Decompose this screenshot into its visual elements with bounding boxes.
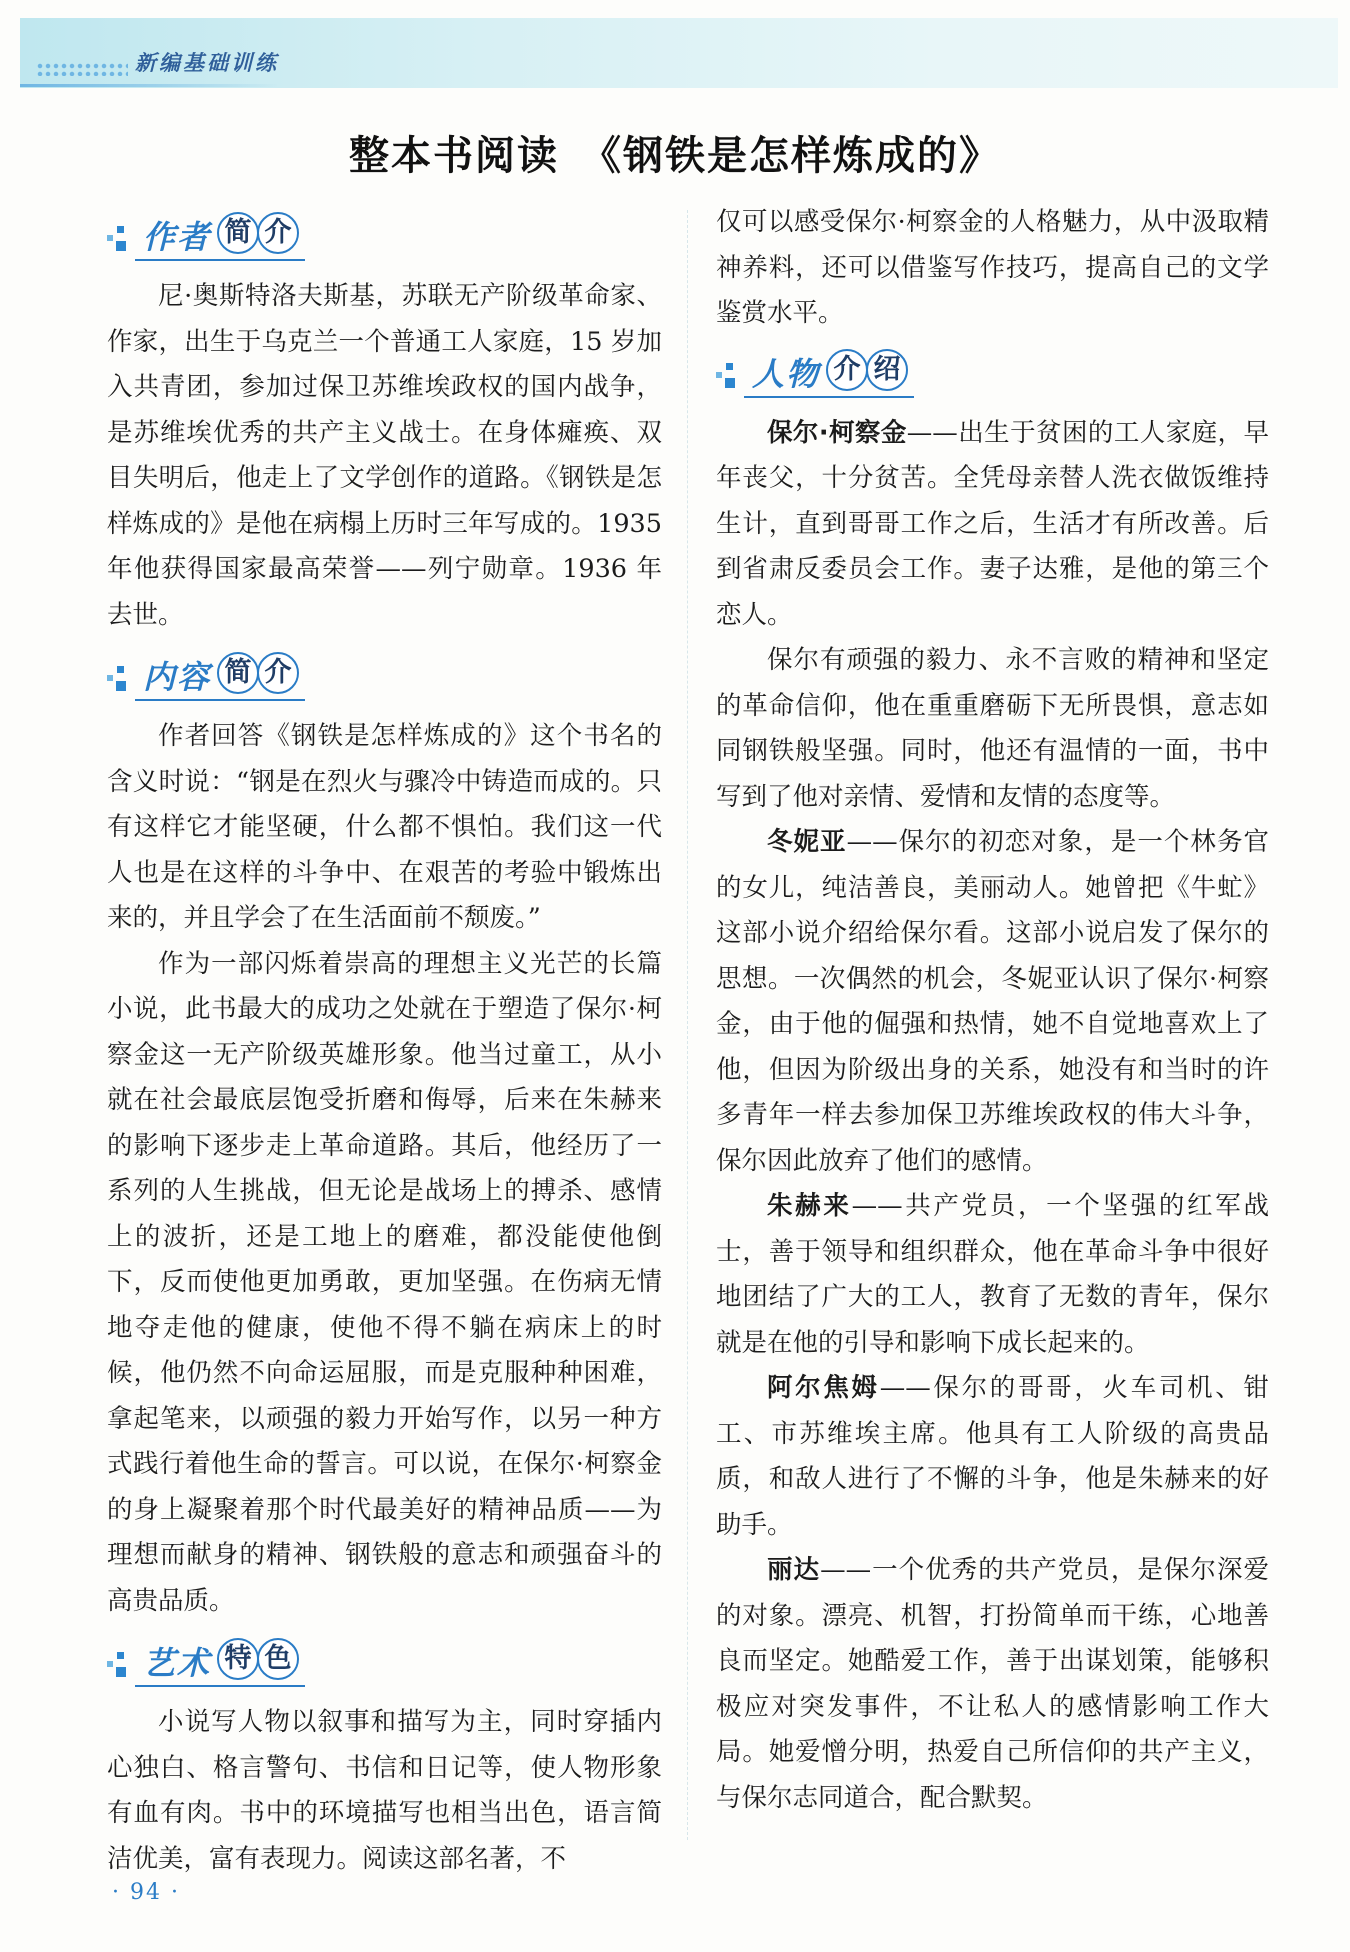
character-entry-zhukhrai [716, 1184, 1269, 1366]
section-heading-art [107, 1632, 662, 1694]
heading-circle-char: 介 [826, 349, 868, 391]
character-entry-artyom [716, 1366, 1269, 1548]
right-column [716, 200, 1269, 1821]
art-paragraph: 小说写人物以叙事和描写为主，同时穿插内心独白、格言警句、书信和日记等，使人物形象有血有肉。书中的环境描写也相当出色，语言简洁优美，富有表现力。阅读这部名著，不 [107, 1707, 662, 1874]
character-description: ——出生于贫困的工人家庭，早年丧父，十分贫苦。全凭母亲替人洗衣做饭维持生计，直到哥哥工作之后，生活才有所改善。后到省肃反委员会工作。妻子达雅，是他的第三个恋人。 [716, 417, 1269, 630]
series-label: 新编基础训练 [135, 51, 279, 75]
heading-marker-icon [107, 666, 129, 690]
page-number: · 94 · [112, 1880, 180, 1905]
section-heading-author [107, 206, 662, 268]
heading-marker-icon [107, 1652, 129, 1676]
heading-circle-char: 特 [217, 1638, 259, 1680]
content-paragraph: 作为一部闪烁着崇高的理想主义光芒的长篇小说，此书最大的成功之处就在于塑造了保尔·柯察金这一无产阶级英雄形象。他当过童工，从小就在社会最底层饱受折磨和侮辱，后来在朱赫来的影响下逐步走上革命道路。其后，他经历了一系列的人生挑战，但无论是战场上的搏杀、感情上的波折，还是工地上的磨难，都没能使他倒下，反而使他更加勇敢，更加坚强。在伤病无情地夺走他的健康，使他不得不躺在病床上的时候，他仍然不向命运屈服，而是克服种种困难，拿起笔来，以顽强的毅力开始写作，以另一种方式践行着他生命的誓言。可以说，在保尔·柯察金的身上凝聚着那个时代最美好的精神品质——为理想而献身的精神、钢铁般的意志和顽强奋斗的高贵品质。 [107, 948, 662, 1616]
left-column [107, 200, 662, 1882]
character-entry-rita [716, 1548, 1269, 1821]
heading-marker-icon [716, 363, 738, 387]
heading-circle-char: 绍 [866, 349, 908, 391]
heading-underline [135, 699, 305, 701]
character-name: 冬妮亚 [767, 827, 847, 857]
character-description: ——保尔的哥哥，火车司机、钳工、市苏维埃主席。他具有工人阶级的高贵品质，和敌人进行了不懈的斗争，他是朱赫来的好助手。 [716, 1373, 1269, 1540]
column-divider [687, 210, 688, 1840]
heading-circle-char: 介 [257, 652, 299, 694]
heading-underline [744, 396, 914, 398]
heading-underline [135, 259, 305, 261]
character-entry-pavel-2: 保尔有顽强的毅力、永不言败的精神和坚定的革命信仰，他在重重磨砺下无所畏惧，意志如同钢铁般坚强。同时，他还有温情的一面，书中写到了他对亲情、爱情和友情的态度等。 [716, 645, 1269, 812]
heading-title: 人物 [752, 354, 821, 393]
heading-circle-char: 介 [257, 212, 299, 254]
character-entry-tonya [716, 820, 1269, 1184]
character-name: 朱赫来 [767, 1191, 852, 1221]
content-paragraph: 作者回答《钢铁是怎样炼成的》这个书名的含义时说：“钢是在烈火与骤冷中铸造而成的。只有这样它才能坚硬，什么都不惧怕。我们这一代人也是在这样的斗争中、在艰苦的考验中锻炼出来的，并且学会了在生活面前不颓废。” [107, 721, 662, 933]
heading-circle-char: 色 [257, 1638, 299, 1680]
author-paragraph: 尼·奥斯特洛夫斯基，苏联无产阶级革命家、作家，出生于乌克兰一个普通工人家庭，15 岁加入共青团，参加过保卫苏维埃政权的国内战争，是苏维埃优秀的共产主义战士。在身体瘫痪、双目失明后，他走上了文学创作的道路。《钢铁是怎样炼成的》是他在病榻上历时三年写成的。1935 年他获得国家最高荣誉——列宁勋章。1936 年去世。 [107, 281, 662, 630]
heading-title: 作者 [143, 218, 212, 256]
heading-underline [135, 1685, 305, 1687]
heading-marker-icon [107, 226, 129, 250]
character-description: ——共产党员，一个坚强的红军战士，善于领导和组织群众，他在革命斗争中很好地团结了广大的工人，教育了无数的青年，保尔就是在他的引导和影响下成长起来的。 [716, 1191, 1269, 1358]
character-name: 丽达 [767, 1555, 821, 1585]
character-description: ——一个优秀的共产党员，是保尔深爱的对象。漂亮、机智，打扮简单而干练，心地善良而坚定。她酷爱工作，善于出谋划策，能够积极应对突发事件，不让私人的感情影响工作大局。她爱憎分明，热爱自己所信仰的共产主义，与保尔志同道合，配合默契。 [716, 1555, 1269, 1813]
heading-circle-char: 简 [217, 652, 259, 694]
character-name: 阿尔焦姆 [767, 1373, 880, 1403]
heading-title: 内容 [143, 658, 212, 696]
section-heading-characters [716, 343, 1269, 405]
page-title: 整本书阅读 《钢铁是怎样炼成的》 [349, 133, 1001, 179]
heading-circle-char: 简 [217, 212, 259, 254]
section-heading-content [107, 646, 662, 708]
banner-dot-pattern [36, 62, 128, 76]
character-name: 保尔·柯察金 [767, 417, 907, 448]
banner-underline [20, 84, 280, 87]
heading-title: 艺术 [143, 1644, 212, 1682]
character-description: ——保尔的初恋对象，是一个林务官的女儿，纯洁善良，美丽动人。她曾把《牛虻》这部小说介绍给保尔看。这部小说启发了保尔的思想。一次偶然的机会，冬妮亚认识了保尔·柯察金，由于他的倔强和热情，她不自觉地喜欢上了他，但因为阶级出身的关系，她没有和当时的许多青年一样去参加保卫苏维埃政权的伟大斗争，保尔因此放弃了他们的感情。 [716, 827, 1269, 1176]
character-entry-pavel [716, 411, 1269, 639]
art-paragraph-continued: 仅可以感受保尔·柯察金的人格魅力，从中汲取精神养料，还可以借鉴写作技巧，提高自己的文学鉴赏水平。 [716, 207, 1269, 328]
